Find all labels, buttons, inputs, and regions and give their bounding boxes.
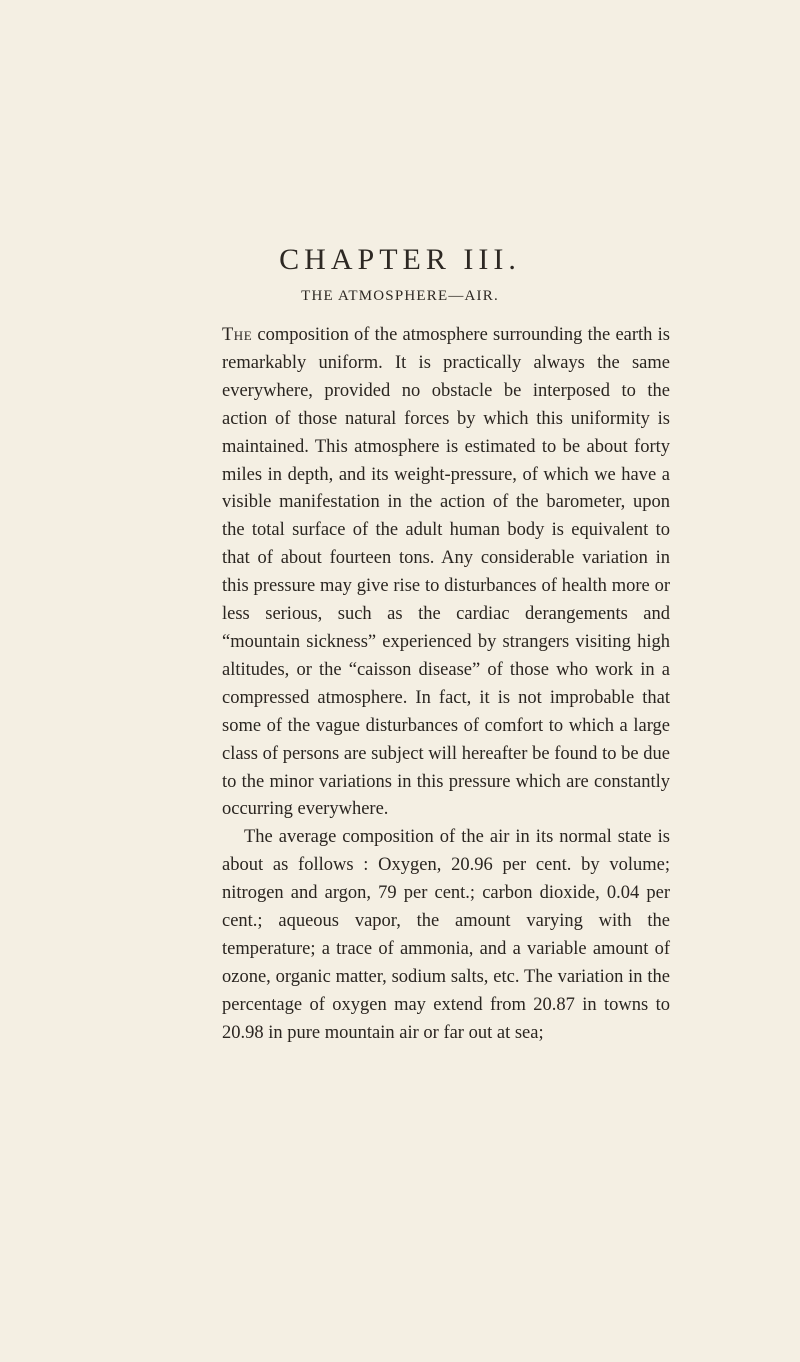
paragraph-2: The average composition of the air in its normal state is about as follows : Oxygen, 20.96 per cent. by volume; nitrogen and argon, 79 per cent.; carbon dioxide, 0.04 per cent.; aqueous vapor, the amount varying with the temperature; a trace of ammonia, and a variable amount of ozone, organic matter, sodium salts, etc. The variation in the percentage of oxygen may extend from 20.87 in towns to 20.98 in pure mountain air or far out at sea; xyxy=(222,827,670,1043)
body-text xyxy=(222,322,670,1048)
chapter-title: CHAPTER III. xyxy=(279,243,521,276)
paragraph-1-text: composition of the atmosphere surrounding the earth is remarkably uniform. It is practically always the same everywhere, provided no obstacle be interposed to the action of those natural forces by which this uniformity is maintained. This atmosphere is estimated to be about forty miles in depth, and its weight-pressure, of which we have a visible manifestation in the action of the barometer, upon the total surface of the adult human body is equivalent to that of about fourteen tons. Any considerable variation in this pressure may give rise to disturbances of health more or less serious, such as the cardiac derangements and “mountain sickness” experienced by strangers visiting high altitudes, or the “caisson disease” of those who work in a compressed atmosphere. In fact, it is not improbable that some of the vague disturbances of comfort to which a large class of persons are subject will hereafter be found to be due to the minor variations in this pressure which are constantly occurring everywhere. xyxy=(222,325,670,820)
paragraph-1 xyxy=(222,322,670,824)
paragraph-1-lead-word: The xyxy=(222,325,253,345)
section-title: THE ATMOSPHERE—AIR. xyxy=(301,288,499,304)
